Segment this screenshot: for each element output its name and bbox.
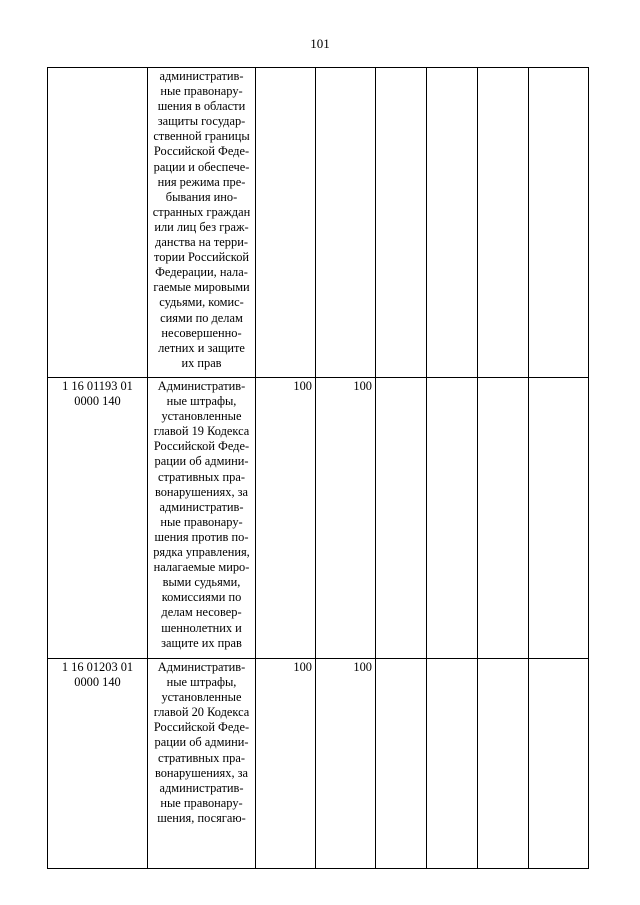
name-line: странных граждан (152, 204, 251, 219)
name-line: рации и обеспече- (153, 159, 250, 174)
name-line: их прав (181, 355, 222, 370)
code-cell (48, 659, 148, 869)
name-line: шения против по- (154, 529, 249, 544)
name-line: рядка управления, (153, 545, 250, 560)
name-line: вонарушениях, за (154, 484, 249, 499)
code-line: 1 16 01193 01 (62, 379, 133, 393)
name-line: Российской Феде- (153, 144, 250, 159)
amount-cell (256, 378, 316, 659)
name-line: защиты государ- (157, 114, 246, 129)
amount-cell (376, 659, 427, 869)
name-cell (148, 68, 256, 378)
table-row (48, 378, 589, 659)
name-line: бывания ино- (165, 189, 238, 204)
name-line: рации об админи- (154, 735, 249, 750)
amount-value: 100 (353, 660, 372, 674)
name-line: Федерации, нала- (155, 265, 248, 280)
code-line: 1 16 01203 01 (61, 660, 134, 674)
name-line: установленные (161, 690, 242, 705)
name-line: защите их прав (161, 635, 242, 650)
name-line: или лиц без граж- (154, 219, 249, 234)
name-line: Российской Феде- (153, 720, 250, 735)
name-line: ные штрафы, (166, 394, 237, 409)
amount-cell (478, 659, 529, 869)
name-line: делам несовер- (161, 605, 242, 620)
name-line: стративных пра- (157, 469, 246, 484)
name-line: данства на терри- (155, 235, 248, 250)
name-line: летних и защите (158, 340, 245, 355)
amount-cell (427, 378, 478, 659)
name-line: несовершенно- (161, 325, 242, 340)
name-line: стративных пра- (157, 750, 246, 765)
code-cell (48, 378, 148, 659)
table-row (48, 68, 589, 378)
amount-value: 100 (293, 379, 312, 393)
name-line: главой 20 Кодекса (153, 705, 250, 720)
amount-cell (316, 659, 376, 869)
name-line: комиссиями по (161, 590, 242, 605)
name-line: ные штрафы, (166, 675, 237, 690)
code-cell (48, 68, 148, 378)
amount-cell (427, 659, 478, 869)
amount-value: 100 (293, 660, 312, 674)
amount-cell (316, 68, 376, 378)
name-line: ные правонару- (160, 514, 243, 529)
name-line: административ- (159, 780, 244, 795)
amount-cell (529, 378, 589, 659)
budget-table (47, 67, 589, 869)
name-line: ные правонару- (160, 795, 243, 810)
amount-value: 100 (353, 379, 372, 393)
name-line: шеннолетних и (161, 620, 242, 635)
code-line: 0000 140 (74, 394, 121, 409)
amount-cell (376, 378, 427, 659)
name-line: ные правонару- (160, 84, 243, 99)
name-line: выми судьями, (162, 575, 241, 590)
name-cell (148, 378, 256, 659)
name-line: шения, посягаю- (157, 810, 246, 825)
amount-cell (316, 378, 376, 659)
name-line: установленные (161, 409, 242, 424)
amount-cell (529, 68, 589, 378)
name-line: ния режима пре- (157, 174, 246, 189)
name-line: судьями, комис- (159, 295, 244, 310)
code-line: 0000 140 (74, 675, 121, 690)
name-line: шения в области (157, 99, 246, 114)
name-line: налагаемые миро- (153, 560, 250, 575)
amount-cell (529, 659, 589, 869)
amount-cell (256, 659, 316, 869)
name-line: ственной границы (153, 129, 250, 144)
name-line: главой 19 Кодекса (153, 424, 250, 439)
name-line: сиями по делам (160, 310, 243, 325)
amount-cell (427, 68, 478, 378)
name-line: административ- (159, 499, 244, 514)
amount-cell (376, 68, 427, 378)
page-number: 101 (310, 36, 330, 51)
name-line: тории Российской (153, 250, 250, 265)
name-line: гаемые мировыми (153, 280, 250, 295)
amount-cell (256, 68, 316, 378)
name-line: рации об админи- (154, 454, 249, 469)
name-line: Российской Феде- (153, 439, 250, 454)
table-row (48, 659, 589, 869)
name-line: Административ- (157, 660, 246, 674)
name-line: административ- (159, 69, 244, 83)
amount-cell (478, 378, 529, 659)
name-line: вонарушениях, за (154, 765, 249, 780)
amount-cell (478, 68, 529, 378)
name-cell (148, 659, 256, 869)
name-line: Административ- (157, 379, 246, 393)
